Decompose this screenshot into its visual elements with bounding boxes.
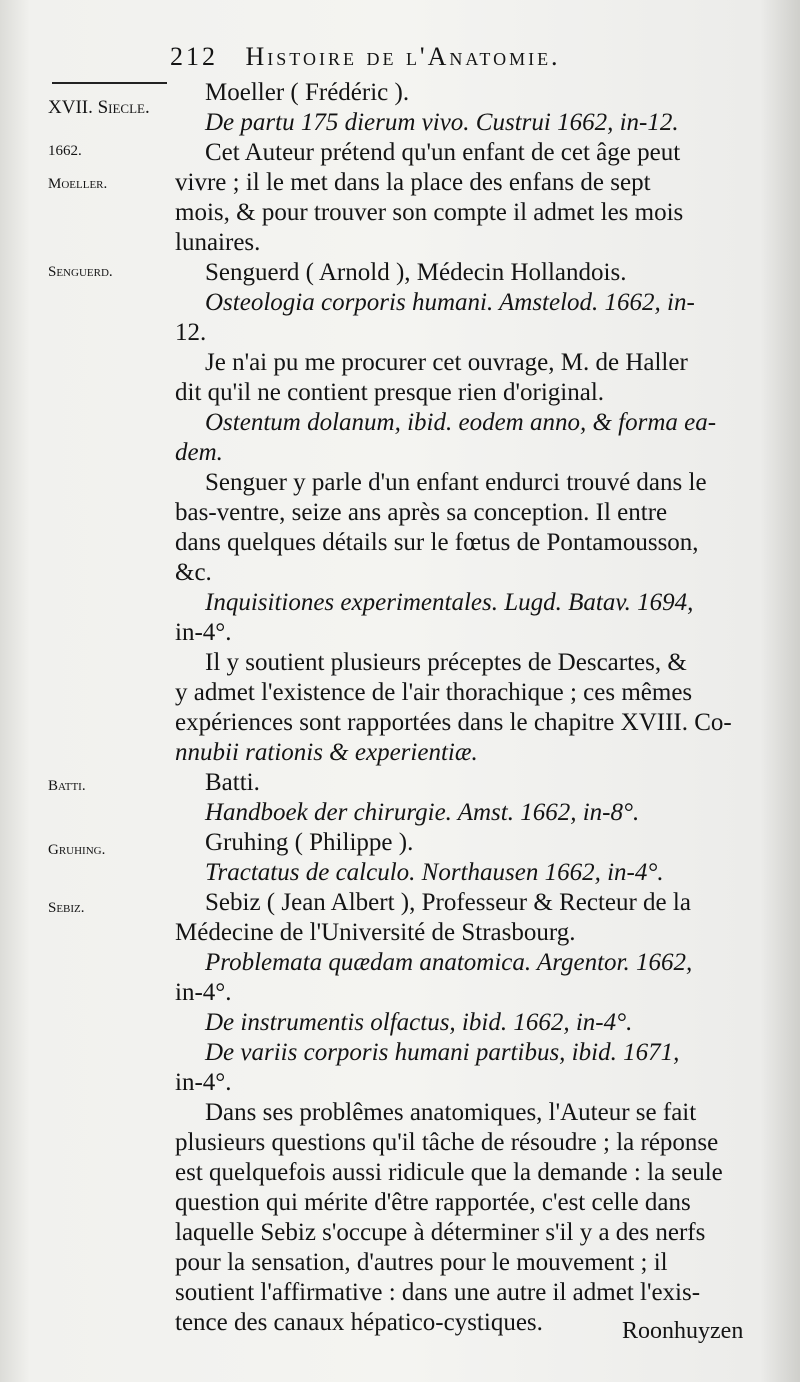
text-line: in-4°.	[175, 619, 232, 646]
text-line: in-4°.	[175, 1069, 232, 1096]
text-line: De variis corporis humani partibus, ibid. 1671,	[205, 1039, 680, 1066]
text-line: Inquisitiones experimentales. Lugd. Batav. 1694,	[205, 589, 694, 616]
running-title: Histoire de l'Anatomie.	[245, 42, 561, 71]
catchword: Roonhuyzen	[622, 1318, 744, 1344]
text-line: Gruhing ( Philippe ).	[205, 829, 414, 856]
text-line: lunaires.	[175, 229, 261, 256]
text-line: dit qu'il ne contient presque rien d'original.	[175, 379, 605, 406]
text-line: Osteologia corporis humani. Amstelod. 1662, in-	[205, 289, 695, 316]
text-line: vivre ; il le met dans la place des enfans de sept	[175, 169, 651, 196]
text-line: 12.	[175, 319, 207, 346]
text-line: De partu 175 dierum vivo. Custrui 1662, in-12.	[205, 109, 679, 136]
text-line: Batti.	[205, 769, 260, 796]
text-line: &c.	[175, 559, 212, 586]
text-line: Problemata quædam anatomica. Argentor. 1662,	[205, 949, 693, 976]
margin-note: Gruhing.	[48, 842, 106, 858]
text-line: laquelle Sebiz s'occupe à déterminer s'il y a des nerfs	[175, 1219, 706, 1246]
running-header	[170, 42, 770, 72]
text-line: tence des canaux hépatico-cystiques.	[175, 1309, 543, 1336]
text-line: Médecine de l'Université de Strasbourg.	[175, 919, 576, 946]
text-line: question qui mérite d'être rapportée, c'est celle dans	[175, 1189, 691, 1216]
text-line: Sebiz ( Jean Albert ), Professeur & Recteur de la	[205, 889, 691, 916]
text-line: soutient l'affirmative : dans une autre il admet l'exis-	[175, 1279, 701, 1306]
text-line: pour la sensation, d'autres pour le mouvement ; il	[175, 1249, 668, 1276]
margin-note: Sebiz.	[48, 900, 85, 916]
margin-note: Senguerd.	[48, 264, 113, 280]
text-line: est quelquefois aussi ridicule que la demande : la seule	[175, 1159, 723, 1186]
margin-rule	[52, 82, 167, 84]
text-line: Dans ses problêmes anatomiques, l'Auteur se fait	[205, 1099, 697, 1126]
margin-note: Batti.	[48, 778, 86, 794]
text-line: nnubii rationis & experientiæ.	[175, 739, 478, 766]
margin-note: Moeller.	[48, 176, 108, 192]
text-line: plusieurs questions qu'il tâche de résoudre ; la réponse	[175, 1129, 719, 1156]
text-line: Il y soutient plusieurs préceptes de Descartes, &	[205, 649, 687, 676]
text-line: Senguer y parle d'un enfant endurci trouvé dans le	[205, 469, 707, 496]
text-line: Ostentum dolanum, ibid. eodem anno, & forma ea-	[205, 409, 717, 436]
text-line: Handboek der chirurgie. Amst. 1662, in-8°.	[205, 799, 640, 826]
page-number: 212	[170, 42, 218, 71]
text-line: mois, & pour trouver son compte il admet les mois	[175, 199, 684, 226]
text-line: dans quelques détails sur le fœtus de Pontamousson,	[175, 529, 699, 556]
text-line: Je n'ai pu me procurer cet ouvrage, M. de Haller	[205, 349, 688, 376]
text-line: Senguerd ( Arnold ), Médecin Hollandois.	[205, 259, 627, 286]
margin-note: 1662.	[48, 143, 82, 159]
text-line: Cet Auteur prétend qu'un enfant de cet âge peut	[205, 139, 681, 166]
text-line: expériences sont rapportées dans le chapitre XVIII. Co-	[175, 709, 732, 736]
text-line: in-4°.	[175, 979, 232, 1006]
text-line: Tractatus de calculo. Northausen 1662, in-4°.	[205, 859, 664, 886]
margin-note: XVII. Siecle.	[48, 97, 150, 118]
text-line: y admet l'existence de l'air thorachique ; ces mêmes	[175, 679, 693, 706]
text-line: bas-ventre, seize ans après sa conception. Il entre	[175, 499, 668, 526]
text-line: Moeller ( Frédéric ).	[205, 79, 410, 106]
text-line: De instrumentis olfactus, ibid. 1662, in-4°.	[205, 1009, 633, 1036]
text-line: dem.	[175, 439, 223, 466]
